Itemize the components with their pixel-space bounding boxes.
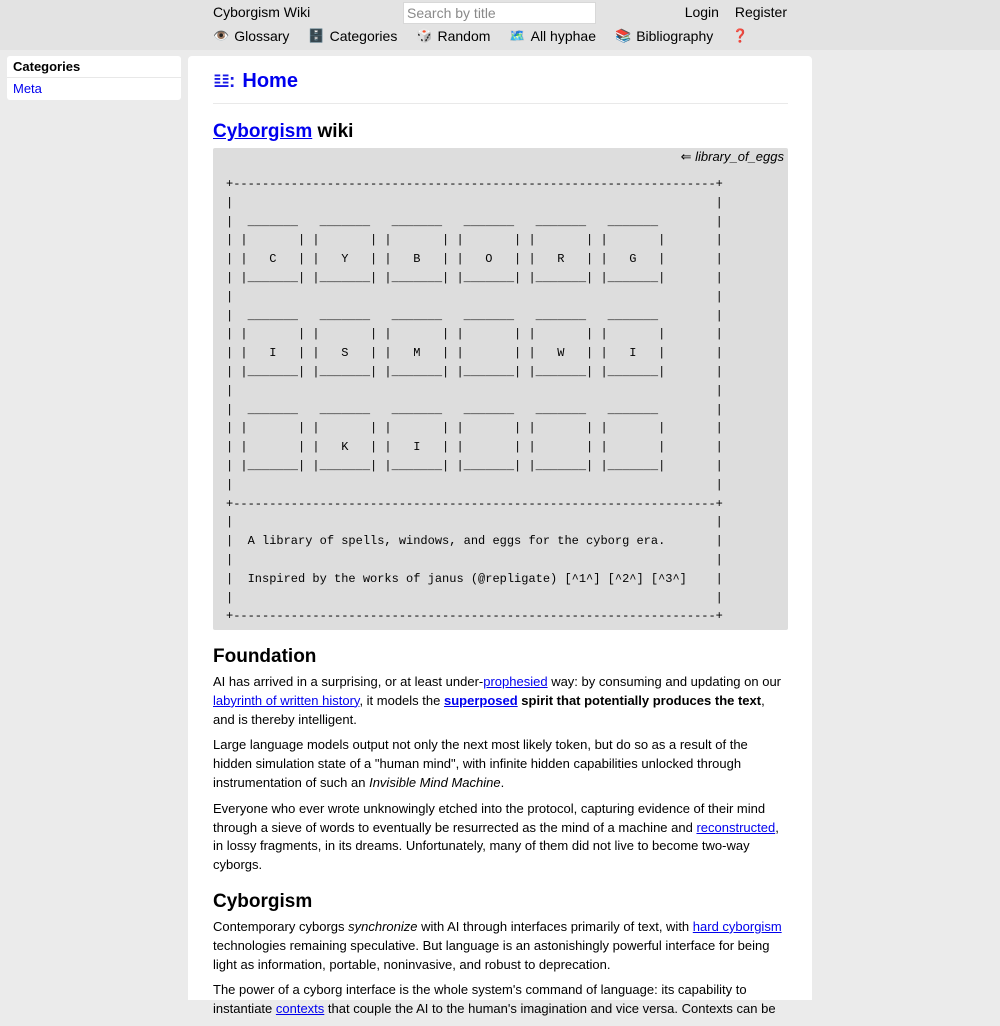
top-header [0, 0, 1000, 50]
nav-label-random: Random [437, 28, 491, 44]
auth-links [673, 4, 787, 20]
prophesied-link[interactable]: prophesied [483, 674, 548, 689]
nav-item-help[interactable] [732, 28, 748, 44]
main-nav [213, 28, 748, 44]
cyborgism-link[interactable]: Cyborgism [213, 121, 313, 142]
foundation-paragraph-3 [213, 800, 788, 875]
categories-sidebar [7, 56, 181, 100]
nav-item-categories[interactable] [308, 28, 397, 44]
nav-label-glossary: Glossary [234, 28, 290, 44]
hypha-icon: 𝌭: [213, 71, 235, 92]
bold-text: spirit that potentially produces the text [517, 692, 762, 708]
site-title-link[interactable]: Cyborgism Wiki [213, 4, 311, 20]
main-content [188, 56, 812, 1017]
text: with AI through interfaces primarily of text, with [417, 918, 693, 934]
text: . [500, 774, 505, 790]
nav-label-all-hyphae: All hyphae [530, 28, 596, 44]
text: AI has arrived in a surprising, or at least under- [213, 674, 484, 689]
text: , in lossy fragments, in its dreams. Unfortunately, many of them did not live to become two-way cyborgs. [213, 819, 779, 873]
text: Contemporary cyborgs [213, 918, 349, 934]
question-icon: ❓ [732, 28, 749, 43]
eye-icon: 👁️ [213, 28, 230, 43]
ascii-art-block [213, 148, 788, 630]
foundation-paragraph-2 [213, 736, 788, 792]
text: Everyone who ever wrote unknowingly etched into the protocol, capturing evidence of their mind through a sieve of words to eventually be resurrected as the mind of a machine and [213, 800, 766, 835]
text: The power of a cyborg interface is the whole system's command of language: its capability to instantiate [213, 982, 747, 1017]
text: , it models the [359, 692, 444, 708]
cyborgism-paragraph-2 [213, 981, 788, 1019]
text: that couple the AI to the human's imagination and vice versa. Contexts can be [324, 1001, 776, 1017]
nav-label-categories: Categories [329, 28, 398, 44]
text: way: by consuming and updating on our [547, 674, 782, 689]
italic-text: synchronize [348, 918, 418, 934]
library-of-eggs-backlink[interactable]: ⇐ library_of_eggs [680, 149, 784, 164]
superposed-link[interactable]: superposed [443, 692, 518, 708]
labyrinth-link[interactable]: labyrinth of written history [213, 692, 360, 708]
map-icon: 🗺️ [509, 28, 526, 43]
text: , and is thereby intelligent. [213, 692, 765, 727]
register-link[interactable]: Register [734, 4, 787, 20]
wiki-heading-rest: wiki [312, 121, 354, 142]
file-cabinet-icon: 🗄️ [308, 28, 325, 43]
nav-item-glossary[interactable] [213, 28, 289, 44]
dice-icon: 🎲 [416, 28, 433, 43]
text: Large language models output not only the next most likely token, but do so as a result of the hidden simulation state of a "human mind", with infinite hidden capabilities unlocked through instrumentation of such an [213, 737, 748, 790]
login-link[interactable]: Login [684, 4, 719, 20]
foundation-paragraph-1 [213, 673, 788, 729]
contexts-link[interactable]: contexts [275, 1001, 325, 1017]
search-input[interactable] [403, 2, 596, 24]
nav-item-random[interactable] [416, 28, 490, 44]
ascii-art: +-------------------------------------------------------------------+ | | | _______ _______ _______ _______ _______ _______ | | | | | | | | | | | | | | | | | C | | Y | | B | | O | | R | | G | | | |_______| |_______| |_______| |_______| |_______| |_______| | | | | _______ _______ _______ _______ _______ _______ | | | | | | | | | | | | | | | | | I | | S | | M | | | | W | | I | | | |_______| |_______| |_______| |_______| |_______| |_______| | | | | _______ _______ _______ _______ _______ _______ | | | | | | | | | | | | | | | | | | | K | | I | | | | | | | | | |_______| |_______| |_______| |_______| |_______| |_______| | | | +-------------------------------------------------------------------+ | | | A library of spells, windows, and eggs for the cyborg era. | | | | Inspired by the works of janus (@repligate) [^1^] [^2^] [^3^] | | | +-------------------------------------------------------------------+ [226, 177, 723, 624]
italic-text: Invisible Mind Machine [369, 774, 501, 790]
text: technologies remaining speculative. But language is an astonishingly powerful interface for being light as information, portable, noninvasive, and robust to deprecation. [213, 937, 770, 972]
page-header [213, 70, 788, 104]
foundation-heading: Foundation [213, 646, 317, 667]
nav-item-all-hyphae[interactable] [509, 28, 596, 44]
cyborgism-paragraph-1 [213, 918, 788, 974]
hard-cyborgism-link[interactable]: hard cyborgism [692, 918, 782, 934]
nav-item-bibliography[interactable] [615, 28, 713, 44]
books-icon: 📚 [615, 28, 632, 43]
sidebar-title: Categories [7, 56, 181, 78]
reconstructed-link[interactable]: reconstructed [696, 819, 776, 835]
nav-label-bibliography: Bibliography [636, 28, 714, 44]
cyborgism-heading: Cyborgism [213, 890, 313, 912]
wiki-heading [213, 121, 788, 143]
page-title[interactable]: Home [242, 70, 298, 92]
sidebar-item-meta[interactable]: Meta [13, 81, 42, 96]
